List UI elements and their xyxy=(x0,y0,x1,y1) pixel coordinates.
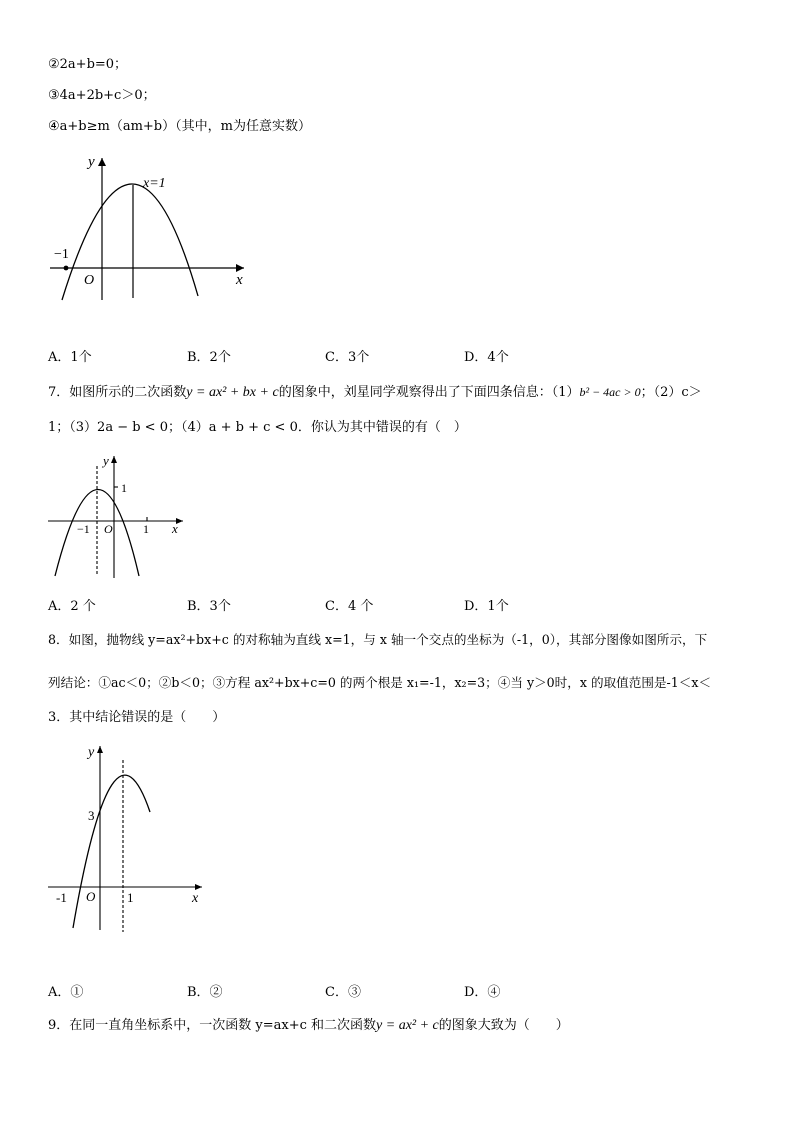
q7-neg1-label: −1 xyxy=(77,522,90,536)
q6-option-a[interactable]: A．1个 xyxy=(48,350,92,365)
q9-text xyxy=(48,1017,569,1035)
q9-intro: 9．在同一直角坐标系中，一次函数 y=ax+c 和二次函数 xyxy=(48,1018,377,1033)
q7-info-2: ；（2）c＞ xyxy=(640,385,702,400)
q8-text-line-1: 8．如图，抛物线 y=ax²+bx+c 的对称轴为直线 x=1，与 x 轴一个交点的坐标为（-1，0），其部分图像如图所示，下 xyxy=(48,632,708,647)
q7-y1-label: 1 xyxy=(121,481,127,495)
q8-parabola-curve xyxy=(73,775,150,928)
q9-function: y = ax² + c xyxy=(376,1018,439,1033)
q6-axis-label: x=1 xyxy=(143,176,166,191)
q6-statement-4-note: （其中，m为任意实数） xyxy=(175,119,311,134)
q7-intro: 7．如图所示的二次函数 xyxy=(48,385,187,400)
q8-option-c[interactable]: C．③ xyxy=(325,985,361,1000)
q7-origin-label: O xyxy=(104,522,113,536)
q6-y-label: y xyxy=(88,154,95,170)
q8-x-label: x xyxy=(192,891,199,906)
q7-option-b[interactable]: B．3个 xyxy=(187,599,231,614)
q7-x1-label: 1 xyxy=(143,522,149,536)
q7-function: y = ax² + bx + c xyxy=(186,385,279,400)
q8-y-label: y xyxy=(88,745,95,760)
q6-origin-label: O xyxy=(84,273,95,288)
q7-text-line-2: 1；（3）2a − b < 0；（4）a + b + c < 0．你认为其中错误的有（ ） xyxy=(48,420,467,435)
q6-option-c[interactable]: C．3个 xyxy=(325,350,370,365)
q8-text-line-3: 3．其中结论错误的是（ ） xyxy=(48,710,226,725)
q6-statement-3: ③4a+2b+c＞0； xyxy=(48,88,156,103)
q6-neg1-label: −1 xyxy=(54,247,69,262)
q8-text-line-2: 列结论：①ac＜0；②b＜0；③方程 ax²+bx+c=0 的两个根是 x₁=-1，x₂=3；④当 y＞0时，x 的取值范围是-1＜x＜ xyxy=(48,675,712,690)
q8-option-a[interactable]: A．① xyxy=(48,985,84,1000)
q7-discriminant: b² − 4ac > 0 xyxy=(579,385,641,399)
q6-option-b[interactable]: B．2个 xyxy=(187,350,231,365)
q6-x-label: x xyxy=(236,272,243,288)
q8-options xyxy=(48,981,608,999)
q6-statement-2: ②2a+b=0； xyxy=(48,57,128,72)
q8-y-arrow xyxy=(97,746,103,753)
q7-option-a[interactable]: A．2 个 xyxy=(48,599,96,614)
q8-origin-label: O xyxy=(86,889,96,904)
q8-x1-label: 1 xyxy=(127,890,134,905)
q8-x-arrow xyxy=(195,884,202,890)
q9-intro-cont: 的图象大致为（ ） xyxy=(438,1018,569,1033)
q8-option-d[interactable]: D．④ xyxy=(464,985,501,1000)
q7-option-c[interactable]: C．4 个 xyxy=(325,599,374,614)
q8-neg1-label: -1 xyxy=(56,890,67,905)
q6-option-d[interactable]: D．4个 xyxy=(464,350,509,365)
q7-x-label: x xyxy=(172,521,178,536)
q7-option-d[interactable]: D．1个 xyxy=(464,599,509,614)
q7-y-label: y xyxy=(103,453,109,468)
q8-option-b[interactable]: B．② xyxy=(187,985,223,1000)
q6-statement-4-formula: ④a+b≥m（am+b） xyxy=(48,119,176,134)
q8-y3-label: 3 xyxy=(88,808,95,823)
q7-intro-cont: 的图象中，刘星同学观察得出了下面四条信息：（1） xyxy=(278,385,580,400)
